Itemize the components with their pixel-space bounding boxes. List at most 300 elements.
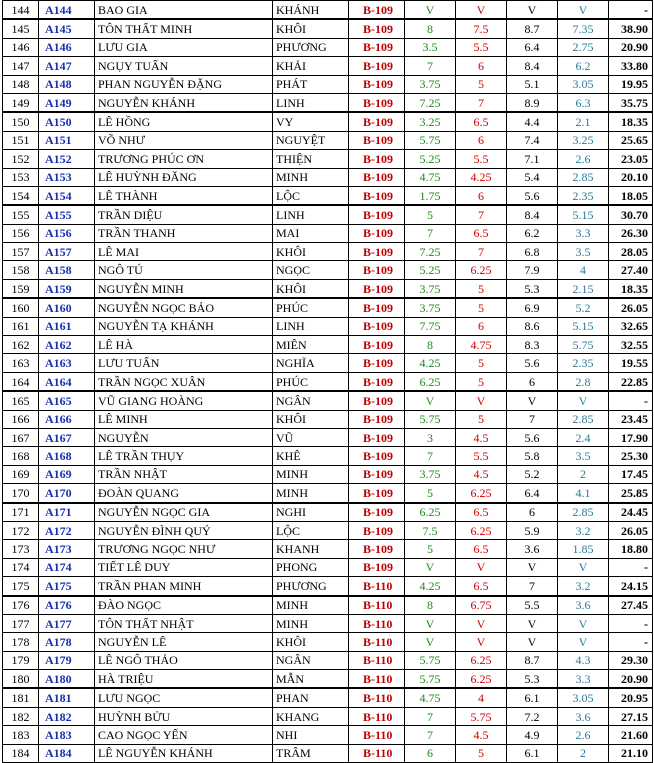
score-1: 5 <box>405 540 456 558</box>
score-1: 4.75 <box>405 688 456 707</box>
given-name: KHANH <box>273 540 349 558</box>
score-1: V <box>405 558 456 576</box>
score-4: 2.75 <box>558 38 609 56</box>
family-name: LÊ HÀ <box>95 336 273 354</box>
total-score: 18.05 <box>609 186 653 205</box>
table-row <box>3 633 653 651</box>
candidate-id: A158 <box>39 261 95 279</box>
candidate-id: A155 <box>39 205 95 224</box>
score-1: V <box>405 614 456 632</box>
score-4: 4.3 <box>558 651 609 669</box>
total-score: 18.35 <box>609 279 653 298</box>
score-2: 5.5 <box>456 447 507 465</box>
exam-room: B-109 <box>349 57 405 75</box>
row-number: 182 <box>3 707 39 725</box>
given-name: PHONG <box>273 558 349 576</box>
total-score: 20.95 <box>609 688 653 707</box>
candidate-id: A175 <box>39 577 95 596</box>
score-2: V <box>456 1 507 20</box>
given-name: TRÂM <box>273 744 349 762</box>
given-name: KHÔI <box>273 19 349 38</box>
score-4: 6.3 <box>558 93 609 112</box>
score-4: V <box>558 558 609 576</box>
candidate-id: A153 <box>39 168 95 186</box>
table-row <box>3 19 653 38</box>
total-score: 28.05 <box>609 243 653 261</box>
exam-room: B-110 <box>349 744 405 762</box>
candidate-id: A183 <box>39 726 95 744</box>
exam-room: B-109 <box>349 19 405 38</box>
total-score: 21.60 <box>609 726 653 744</box>
score-1: 3.75 <box>405 75 456 93</box>
score-1: 6.25 <box>405 503 456 522</box>
score-1: V <box>405 391 456 410</box>
exam-room: B-109 <box>349 484 405 503</box>
exam-room: B-110 <box>349 651 405 669</box>
total-score: 27.15 <box>609 707 653 725</box>
row-number: 179 <box>3 651 39 669</box>
given-name: PHÁT <box>273 75 349 93</box>
family-name: NGUYỄN MINH <box>95 279 273 298</box>
family-name: TRƯƠNG PHÚC ƠN <box>95 150 273 168</box>
family-name: NGÔ TÚ <box>95 261 273 279</box>
table-row <box>3 317 653 335</box>
score-1: 7.25 <box>405 93 456 112</box>
candidate-id: A161 <box>39 317 95 335</box>
given-name: MINH <box>273 168 349 186</box>
exam-room: B-110 <box>349 596 405 615</box>
row-number: 149 <box>3 93 39 112</box>
score-3: 5.2 <box>507 465 558 483</box>
score-3: 6 <box>507 372 558 391</box>
total-score: 32.55 <box>609 336 653 354</box>
family-name: HÀ TRIỆU <box>95 670 273 689</box>
given-name: KHÔI <box>273 243 349 261</box>
score-4: 2.85 <box>558 410 609 428</box>
row-number: 147 <box>3 57 39 75</box>
score-2: 6 <box>456 317 507 335</box>
exam-room: B-109 <box>349 336 405 354</box>
total-score: 18.80 <box>609 540 653 558</box>
row-number: 151 <box>3 131 39 149</box>
row-number: 178 <box>3 633 39 651</box>
score-4: 5.15 <box>558 317 609 335</box>
row-number: 167 <box>3 428 39 446</box>
table-row <box>3 391 653 410</box>
row-number: 159 <box>3 279 39 298</box>
score-4: 5.2 <box>558 298 609 317</box>
total-score: 23.05 <box>609 150 653 168</box>
table-row <box>3 186 653 205</box>
row-number: 145 <box>3 19 39 38</box>
score-1: 5.25 <box>405 261 456 279</box>
total-score: 24.15 <box>609 577 653 596</box>
score-4: 3.05 <box>558 75 609 93</box>
score-4: V <box>558 1 609 20</box>
score-2: 4 <box>456 688 507 707</box>
score-2: 5 <box>456 410 507 428</box>
row-number: 172 <box>3 521 39 539</box>
row-number: 171 <box>3 503 39 522</box>
score-2: 6.25 <box>456 670 507 689</box>
given-name: NGUYỆT <box>273 131 349 149</box>
given-name: KHÔI <box>273 410 349 428</box>
score-2: 6.5 <box>456 112 507 131</box>
exam-room: B-109 <box>349 428 405 446</box>
row-number: 175 <box>3 577 39 596</box>
family-name: NGUYỄN NGỌC GIA <box>95 503 273 522</box>
score-3: 6.1 <box>507 688 558 707</box>
score-3: 7.2 <box>507 707 558 725</box>
score-3: V <box>507 1 558 20</box>
score-4: 2.6 <box>558 150 609 168</box>
table-row <box>3 1 653 20</box>
table-row <box>3 428 653 446</box>
family-name: TRẦN PHAN MINH <box>95 577 273 596</box>
total-score: 27.45 <box>609 596 653 615</box>
family-name: LÊ MAI <box>95 243 273 261</box>
row-number: 177 <box>3 614 39 632</box>
score-2: V <box>456 633 507 651</box>
table-row <box>3 354 653 372</box>
score-1: 4.75 <box>405 168 456 186</box>
row-number: 174 <box>3 558 39 576</box>
row-number: 157 <box>3 243 39 261</box>
score-4: 2 <box>558 744 609 762</box>
given-name: VŨ <box>273 428 349 446</box>
given-name: LỘC <box>273 186 349 205</box>
given-name: PHÚC <box>273 372 349 391</box>
total-score: 18.35 <box>609 112 653 131</box>
score-4: V <box>558 391 609 410</box>
score-1: 8 <box>405 336 456 354</box>
score-1: 3.75 <box>405 298 456 317</box>
family-name: TRẦN DIỆU <box>95 205 273 224</box>
score-3: 6 <box>507 503 558 522</box>
table-row <box>3 596 653 615</box>
given-name: LINH <box>273 93 349 112</box>
total-score: 25.65 <box>609 131 653 149</box>
total-score: 33.80 <box>609 57 653 75</box>
score-1: 5.75 <box>405 410 456 428</box>
score-2: V <box>456 391 507 410</box>
row-number: 180 <box>3 670 39 689</box>
table-row <box>3 372 653 391</box>
row-number: 184 <box>3 744 39 762</box>
score-3: 8.4 <box>507 205 558 224</box>
given-name: MIÊN <box>273 336 349 354</box>
score-1: 7 <box>405 447 456 465</box>
table-row <box>3 224 653 242</box>
exam-room: B-110 <box>349 577 405 596</box>
total-score: 17.90 <box>609 428 653 446</box>
exam-room: B-110 <box>349 726 405 744</box>
family-name: LÊ MINH <box>95 410 273 428</box>
exam-room: B-109 <box>349 391 405 410</box>
exam-room: B-109 <box>349 298 405 317</box>
family-name: LÊ THÀNH <box>95 186 273 205</box>
total-score: 19.95 <box>609 75 653 93</box>
score-2: 5.75 <box>456 707 507 725</box>
score-2: 7.5 <box>456 19 507 38</box>
table-row <box>3 93 653 112</box>
row-number: 152 <box>3 150 39 168</box>
score-1: 6 <box>405 744 456 762</box>
table-row <box>3 558 653 576</box>
candidate-id: A169 <box>39 465 95 483</box>
family-name: LÊ NGÔ THẢO <box>95 651 273 669</box>
given-name: KHÔI <box>273 633 349 651</box>
given-name: KHẢI <box>273 57 349 75</box>
given-name: MINH <box>273 596 349 615</box>
family-name: NGỤY TUẤN <box>95 57 273 75</box>
score-4: 3.6 <box>558 707 609 725</box>
score-3: 5.6 <box>507 428 558 446</box>
total-score: 20.10 <box>609 168 653 186</box>
family-name: TRẦN THANH <box>95 224 273 242</box>
score-1: 7 <box>405 726 456 744</box>
score-2: 6.5 <box>456 224 507 242</box>
score-1: V <box>405 1 456 20</box>
given-name: NGÂN <box>273 391 349 410</box>
score-3: 8.9 <box>507 93 558 112</box>
table-row <box>3 168 653 186</box>
exam-room: B-110 <box>349 670 405 689</box>
row-number: 161 <box>3 317 39 335</box>
score-3: 6.1 <box>507 744 558 762</box>
exam-room: B-109 <box>349 447 405 465</box>
score-2: 4.25 <box>456 168 507 186</box>
family-name: LÊ HUỲNH ĐĂNG <box>95 168 273 186</box>
given-name: NGHI <box>273 503 349 522</box>
score-3: 8.3 <box>507 336 558 354</box>
score-3: 6.2 <box>507 224 558 242</box>
score-3: 5.5 <box>507 596 558 615</box>
candidate-id: A156 <box>39 224 95 242</box>
exam-room: B-109 <box>349 261 405 279</box>
score-1: 7.75 <box>405 317 456 335</box>
score-2: 5 <box>456 298 507 317</box>
total-score: - <box>609 558 653 576</box>
table-row <box>3 75 653 93</box>
row-number: 181 <box>3 688 39 707</box>
candidate-id: A182 <box>39 707 95 725</box>
score-3: 6.4 <box>507 484 558 503</box>
table-row <box>3 279 653 298</box>
score-2: 6 <box>456 57 507 75</box>
exam-room: B-109 <box>349 1 405 20</box>
exam-room: B-110 <box>349 633 405 651</box>
total-score: 20.90 <box>609 38 653 56</box>
table-row <box>3 688 653 707</box>
score-4: 3.5 <box>558 447 609 465</box>
candidate-id: A160 <box>39 298 95 317</box>
score-1: 3.5 <box>405 38 456 56</box>
family-name: NGUYỄN LÊ <box>95 633 273 651</box>
exam-room: B-109 <box>349 243 405 261</box>
score-3: 8.7 <box>507 651 558 669</box>
table-row <box>3 447 653 465</box>
exam-room: B-109 <box>349 93 405 112</box>
family-name: NGUYỄN ĐÌNH QUÝ <box>95 521 273 539</box>
total-score: 26.05 <box>609 298 653 317</box>
given-name: NHI <box>273 726 349 744</box>
exam-room: B-109 <box>349 112 405 131</box>
score-2: 7 <box>456 205 507 224</box>
score-1: 7 <box>405 707 456 725</box>
table-row <box>3 614 653 632</box>
exam-room: B-110 <box>349 614 405 632</box>
score-2: 6.5 <box>456 503 507 522</box>
score-3: 8.7 <box>507 19 558 38</box>
candidate-id: A184 <box>39 744 95 762</box>
exam-room: B-109 <box>349 465 405 483</box>
score-3: 5.3 <box>507 670 558 689</box>
score-3: 7 <box>507 577 558 596</box>
exam-room: B-109 <box>349 224 405 242</box>
candidate-id: A148 <box>39 75 95 93</box>
given-name: PHÚC <box>273 298 349 317</box>
table-row <box>3 131 653 149</box>
family-name: TÔN THẤT NHẬT <box>95 614 273 632</box>
candidate-id: A149 <box>39 93 95 112</box>
row-number: 146 <box>3 38 39 56</box>
candidate-id: A152 <box>39 150 95 168</box>
score-1: 8 <box>405 19 456 38</box>
table-row <box>3 205 653 224</box>
family-name: NGUYỄN NGỌC BẢO <box>95 298 273 317</box>
score-1: 7 <box>405 224 456 242</box>
score-2: 5 <box>456 744 507 762</box>
row-number: 170 <box>3 484 39 503</box>
score-4: 2.85 <box>558 168 609 186</box>
score-4: 2 <box>558 465 609 483</box>
total-score: 19.55 <box>609 354 653 372</box>
row-number: 162 <box>3 336 39 354</box>
table-row <box>3 465 653 483</box>
candidate-id: A174 <box>39 558 95 576</box>
score-4: 2.15 <box>558 279 609 298</box>
score-4: 3.2 <box>558 577 609 596</box>
exam-room: B-109 <box>349 75 405 93</box>
score-4: 4 <box>558 261 609 279</box>
score-4: 2.6 <box>558 726 609 744</box>
table-row <box>3 503 653 522</box>
exam-room: B-109 <box>349 279 405 298</box>
score-2: 5.5 <box>456 150 507 168</box>
candidate-id: A180 <box>39 670 95 689</box>
family-name: LƯU GIA <box>95 38 273 56</box>
exam-room: B-109 <box>349 131 405 149</box>
table-row <box>3 726 653 744</box>
score-3: 4.9 <box>507 726 558 744</box>
row-number: 164 <box>3 372 39 391</box>
score-1: 4.25 <box>405 577 456 596</box>
score-3: 7.1 <box>507 150 558 168</box>
score-1: 5.25 <box>405 150 456 168</box>
candidate-id: A147 <box>39 57 95 75</box>
score-2: V <box>456 558 507 576</box>
score-1: 4.25 <box>405 354 456 372</box>
candidate-id: A167 <box>39 428 95 446</box>
score-1: 5.75 <box>405 670 456 689</box>
table-row <box>3 577 653 596</box>
candidate-id: A144 <box>39 1 95 20</box>
candidate-id: A181 <box>39 688 95 707</box>
score-2: V <box>456 614 507 632</box>
score-1: 7.5 <box>405 521 456 539</box>
family-name: TÔN THẤT MINH <box>95 19 273 38</box>
exam-room: B-109 <box>349 317 405 335</box>
family-name: BAO GIA <box>95 1 273 20</box>
score-2: 5 <box>456 279 507 298</box>
score-3: V <box>507 558 558 576</box>
candidate-id: A170 <box>39 484 95 503</box>
exam-room: B-109 <box>349 372 405 391</box>
candidate-id: A162 <box>39 336 95 354</box>
given-name: MINH <box>273 465 349 483</box>
score-4: 3.3 <box>558 670 609 689</box>
total-score: 26.05 <box>609 521 653 539</box>
row-number: 165 <box>3 391 39 410</box>
table-row <box>3 336 653 354</box>
score-2: 6.25 <box>456 651 507 669</box>
row-number: 153 <box>3 168 39 186</box>
score-2: 4.75 <box>456 336 507 354</box>
total-score: 17.45 <box>609 465 653 483</box>
given-name: LINH <box>273 317 349 335</box>
family-name: HUỲNH BỬU <box>95 707 273 725</box>
row-number: 154 <box>3 186 39 205</box>
score-3: V <box>507 633 558 651</box>
total-score: - <box>609 391 653 410</box>
score-3: 5.1 <box>507 75 558 93</box>
given-name: PHƯƠNG <box>273 38 349 56</box>
candidate-id: A176 <box>39 596 95 615</box>
candidate-id: A173 <box>39 540 95 558</box>
row-number: 183 <box>3 726 39 744</box>
candidate-id: A163 <box>39 354 95 372</box>
family-name: VÕ NHƯ <box>95 131 273 149</box>
score-2: 4.5 <box>456 726 507 744</box>
family-name: LƯU TUẤN <box>95 354 273 372</box>
row-number: 176 <box>3 596 39 615</box>
score-4: 5.75 <box>558 336 609 354</box>
exam-room: B-109 <box>349 558 405 576</box>
family-name: TRẦN NGỌC XUÂN <box>95 372 273 391</box>
exam-room: B-109 <box>349 168 405 186</box>
score-3: 7.9 <box>507 261 558 279</box>
score-1: 7.25 <box>405 243 456 261</box>
table-row <box>3 707 653 725</box>
exam-room: B-109 <box>349 521 405 539</box>
score-4: 3.6 <box>558 596 609 615</box>
score-1: 6.25 <box>405 372 456 391</box>
given-name: MINH <box>273 484 349 503</box>
score-3: V <box>507 391 558 410</box>
score-2: 7 <box>456 93 507 112</box>
exam-room: B-109 <box>349 354 405 372</box>
total-score: 25.85 <box>609 484 653 503</box>
score-2: 6 <box>456 131 507 149</box>
family-name: NGUYỄN <box>95 428 273 446</box>
exam-room: B-109 <box>349 540 405 558</box>
row-number: 160 <box>3 298 39 317</box>
score-3: 5.6 <box>507 186 558 205</box>
given-name: VY <box>273 112 349 131</box>
candidate-id: A168 <box>39 447 95 465</box>
total-score: 22.85 <box>609 372 653 391</box>
